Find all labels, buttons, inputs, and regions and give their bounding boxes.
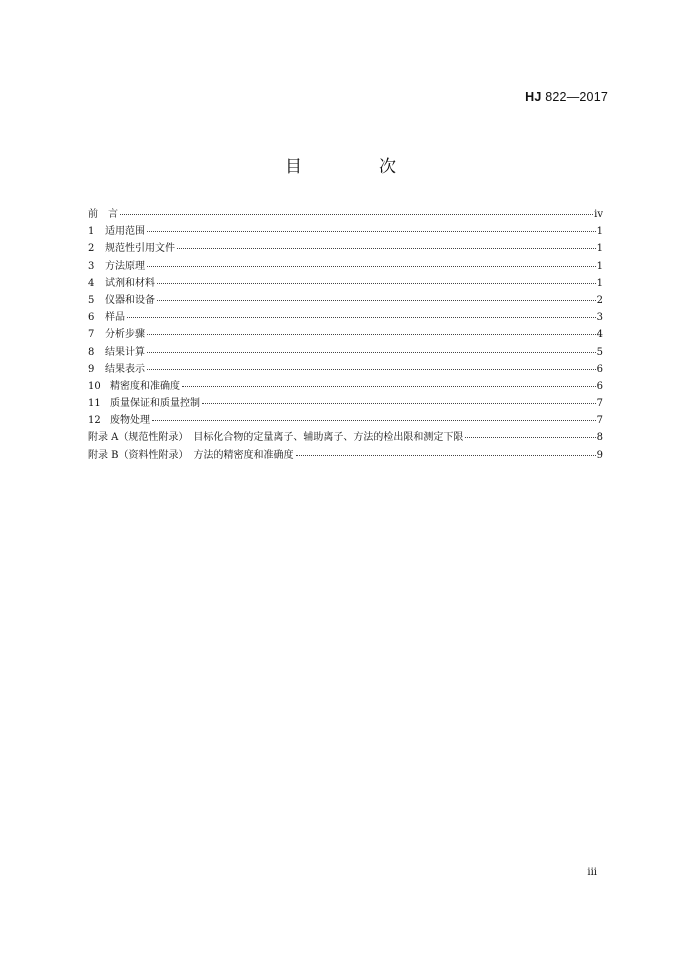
toc-entry-number: 5: [88, 294, 95, 306]
toc-leader-dots: [147, 324, 596, 335]
toc-entry-number: 2: [88, 243, 95, 255]
toc-entry-label: 样品: [105, 312, 125, 324]
toc-entry-page: 1: [596, 226, 603, 238]
toc-entry-page: 9: [596, 449, 603, 461]
toc-entry-label: 前 言: [88, 209, 118, 220]
toc-entry-number: 4: [88, 277, 95, 289]
toc-entry-page: 1: [596, 260, 603, 272]
toc-leader-dots: [147, 359, 596, 370]
toc-entry-number: 3: [88, 260, 95, 272]
toc-entry-page: iv: [594, 209, 603, 220]
toc-entry-label: 结果计算: [105, 346, 145, 358]
toc-entry-label: 仪器和设备: [105, 294, 155, 306]
toc-entry-label: 附录 A（规范性附录） 目标化合物的定量离子、辅助离子、方法的检出限和测定下限: [88, 432, 464, 444]
toc-leader-dots: [465, 427, 595, 438]
toc-entry-number: 7: [88, 329, 95, 341]
toc-entry-page: 7: [596, 398, 603, 410]
table-of-contents: [88, 206, 603, 464]
toc-leader-dots: [147, 256, 596, 267]
toc-entry-page: 2: [596, 294, 603, 306]
toc-entry-page: 3: [596, 312, 603, 324]
standard-code: [525, 90, 608, 104]
standard-code-prefix: HJ: [525, 90, 542, 104]
toc-leader-dots: [152, 410, 596, 421]
toc-entry-label: 废物处理: [110, 415, 150, 427]
toc-leader-dots: [157, 273, 596, 284]
toc-title: 目 次: [285, 157, 426, 177]
toc-entry-label: 适用范围: [105, 226, 145, 238]
toc-entry-label: 附录 B（资料性附录） 方法的精密度和准确度: [88, 449, 294, 461]
toc-leader-dots: [147, 342, 596, 353]
toc-entry-label: 方法原理: [105, 260, 145, 272]
toc-entry-label: 分析步骤: [105, 329, 145, 341]
toc-entry-page: 5: [596, 346, 603, 358]
toc-entry-number: 10: [88, 380, 101, 392]
toc-entry-page: 6: [596, 363, 603, 375]
toc-entry-page: 6: [596, 380, 603, 392]
toc-leader-dots: [157, 290, 596, 301]
toc-entry-page: 1: [596, 277, 603, 289]
toc-entry-page: 4: [596, 329, 603, 341]
toc-entry-number: 11: [88, 398, 101, 410]
toc-entry-page: 7: [596, 415, 603, 427]
toc-leader-dots: [120, 204, 593, 215]
toc-entry-page: 1: [596, 243, 603, 255]
toc-entry-number: 1: [88, 226, 95, 238]
toc-entry[interactable]: [88, 447, 603, 464]
toc-entry-page: 8: [596, 432, 603, 444]
toc-entry-number: 12: [88, 415, 101, 427]
toc-entry-number: 9: [88, 363, 95, 375]
toc-entry-label: 结果表示: [105, 363, 145, 375]
standard-code-number: 822—2017: [541, 90, 608, 104]
toc-entry-label: 质量保证和质量控制: [110, 398, 200, 410]
toc-entry-label: 规范性引用文件: [105, 243, 175, 255]
toc-entry-number: 6: [88, 312, 95, 324]
toc-leader-dots: [177, 238, 596, 249]
toc-leader-dots: [147, 221, 596, 232]
toc-entry-label: 精密度和准确度: [110, 380, 180, 392]
toc-entry-number: 8: [88, 346, 95, 358]
toc-leader-dots: [202, 393, 596, 404]
page-number: iii: [587, 867, 597, 878]
toc-entry-label: 试剂和材料: [105, 277, 155, 289]
toc-leader-dots: [127, 307, 596, 318]
toc-leader-dots: [296, 445, 596, 456]
toc-leader-dots: [182, 376, 596, 387]
